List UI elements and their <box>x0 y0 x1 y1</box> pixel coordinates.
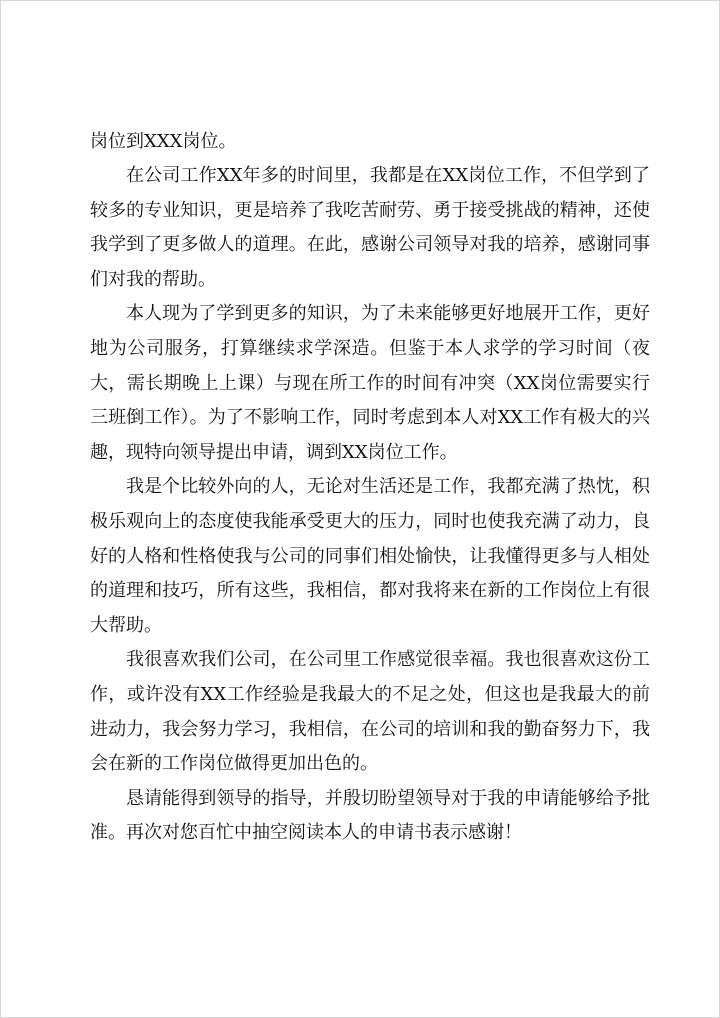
paragraph-personality: 我是个比较外向的人，无论对生活还是工作，我都充满了热忱，积极乐观向上的态度使我能承受更大的压力，同时也使我充满了动力，良好的人格和性格使我与公司的同事们相处愉快，让我懂得更多与人相处的道理和技巧，所有这些，我相信，都对我将来在新的工作岗位上有很大帮助。 <box>90 476 650 636</box>
paragraph-continuation: 岗位到XXX岗位。 <box>90 131 237 152</box>
paragraph-work-experience: 在公司工作XX年多的时间里，我都是在XX岗位工作，不但学到了较多的专业知识，更是培养了我吃苦耐劳、勇于接受挑战的精神，还使我学到了更多做人的道理。在此，感谢公司领导对我的培养，感谢同事们对我的帮助。 <box>90 165 650 290</box>
paragraph-reason: 本人现为了学到更多的知识，为了未来能够更好地展开工作，更好地为公司服务，打算继续求学深造。但鉴于本人求学的学习时间（夜大，需长期晚上上课）与现在所工作的时间有冲突（XX岗位需要实行三班倒工作）。为了不影响工作，同时考虑到本人对XX工作有极大的兴趣，现特向领导提出申请，调到XX岗位工作。 <box>90 303 650 463</box>
paragraph-closing: 恳请能得到领导的指导，并殷切盼望领导对于我的申请能够给予批准。再次对您百忙中抽空阅读本人的申请书表示感谢！ <box>90 787 650 844</box>
document-body <box>90 125 650 851</box>
paragraph-commitment: 我很喜欢我们公司，在公司里工作感觉很幸福。我也很喜欢这份工作，或许没有XX工作经验是我最大的不足之处，但这也是我最大的前进动力，我会努力学习，我相信，在公司的培训和我的勤奋努力下，我会在新的工作岗位做得更加出色的。 <box>90 649 650 775</box>
